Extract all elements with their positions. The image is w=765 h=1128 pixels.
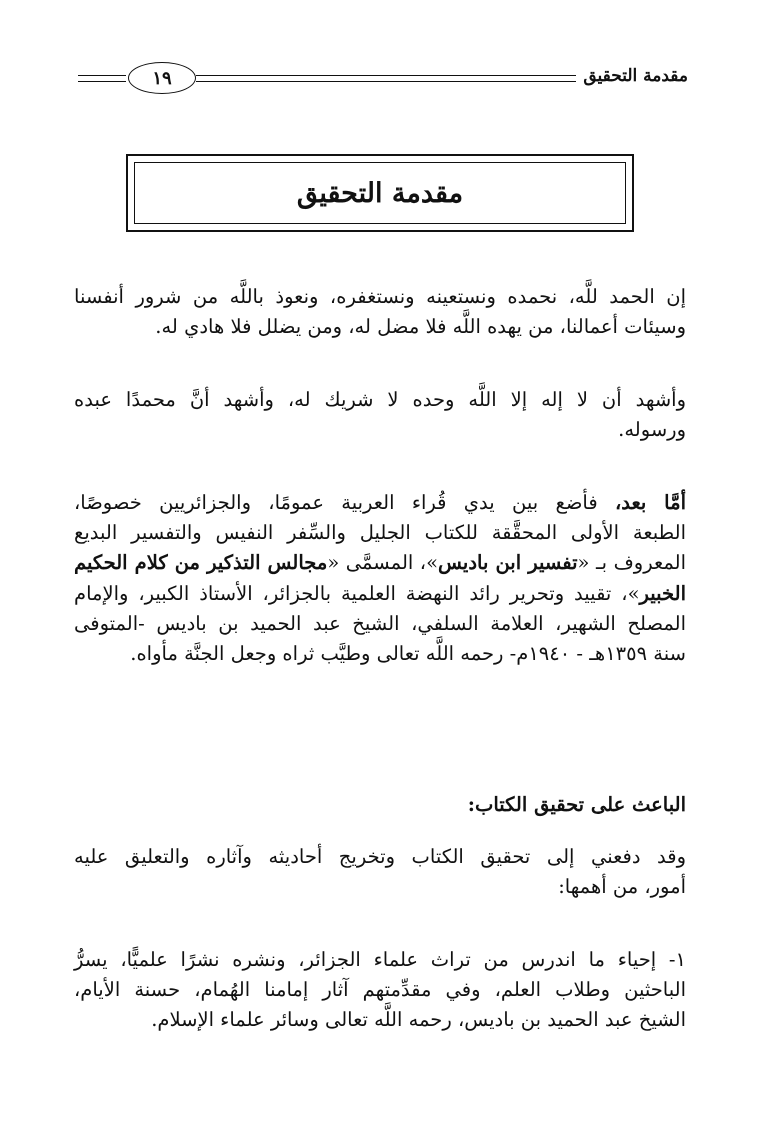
paragraph-5	[74, 945, 686, 1036]
running-header	[78, 62, 688, 96]
text-line: أمور، من أهمها:	[558, 875, 686, 899]
paragraph-4	[74, 842, 686, 902]
header-rule	[78, 75, 126, 76]
text-line: وسيئات أعمالنا، من يهده اللَّه فلا مضل له، ومن يضلل فلا هادي له.	[155, 315, 686, 339]
text-line: الشيخ عبد الحميد بن باديس، رحمه اللَّه تعالى وسائر علماء الإسلام.	[151, 1008, 686, 1032]
title-frame	[126, 154, 634, 232]
text-line: وأشهد أن لا إله إلا اللَّه وحده لا شريك له، وأشهد أنَّ محمدًا عبده	[74, 388, 686, 411]
header-rule	[196, 81, 576, 82]
emphasis-text: مجالس التذكير من كلام الحكيم	[74, 551, 328, 575]
text-line: إن الحمد للَّه، نحمده ونستعينه ونستغفره، ونعوذ باللَّه من شرور أنفسنا	[74, 285, 686, 308]
page-number: ١٩	[128, 62, 196, 94]
paragraph-2	[74, 385, 686, 445]
emphasis-text: الخبير	[639, 581, 686, 605]
text-segment: فأضع بين يدي قُراء العربية عمومًا، والجزائريين خصوصًا،	[74, 491, 598, 514]
text-line: المصلح الشهير، العلامة السلفي، الشيخ عبد الحميد بن باديس -المتوفى	[74, 611, 686, 635]
text-line	[74, 548, 686, 578]
text-line: ١- إحياء ما اندرس من تراث علماء الجزائر، ونشره نشرًا علميًّا، يسرُّ	[74, 948, 686, 971]
text-line: سنة ١٣٥٩هـ - ١٩٤٠م- رحمه اللَّه تعالى وطيَّب ثراه وجعل الجنَّة مأواه.	[130, 642, 686, 666]
section-heading: الباعث على تحقيق الكتاب:	[467, 793, 686, 816]
paragraph-3	[74, 488, 686, 669]
text-segment: »، تقييد وتحرير رائد النهضة العلمية بالجزائر، الأستاذ الكبير، والإمام	[74, 581, 640, 605]
chapter-title: مقدمة التحقيق	[296, 177, 464, 209]
text-line	[74, 488, 686, 518]
emphasis-text: تفسير ابن باديس	[438, 551, 578, 575]
header-rule	[78, 81, 126, 82]
emphasis-text: أمَّا بعد،	[614, 491, 686, 514]
header-rule	[196, 75, 576, 76]
text-line: الطبعة الأولى المحقَّقة للكتاب الجليل والسِّفر النفيس والتفسير البديع	[74, 521, 686, 545]
text-line: الباحثين وطلاب العلم، وفي مقدِّمتهم آثار إمامنا الهُمام، حسنة الأيام،	[74, 978, 686, 1002]
text-line: وقد دفعني إلى تحقيق الكتاب وتخريج أحاديثه وآثاره والتعليق عليه	[74, 845, 686, 868]
text-segment: المعروف بـ «	[577, 551, 687, 575]
text-line	[74, 579, 686, 609]
paragraph-1	[74, 282, 686, 342]
section-heading-block	[74, 790, 686, 820]
text-line: ورسوله.	[618, 418, 686, 442]
text-segment: »، المسمَّى «	[327, 551, 439, 575]
running-title: مقدمة التحقيق	[583, 66, 688, 86]
title-frame-inner	[134, 162, 626, 224]
